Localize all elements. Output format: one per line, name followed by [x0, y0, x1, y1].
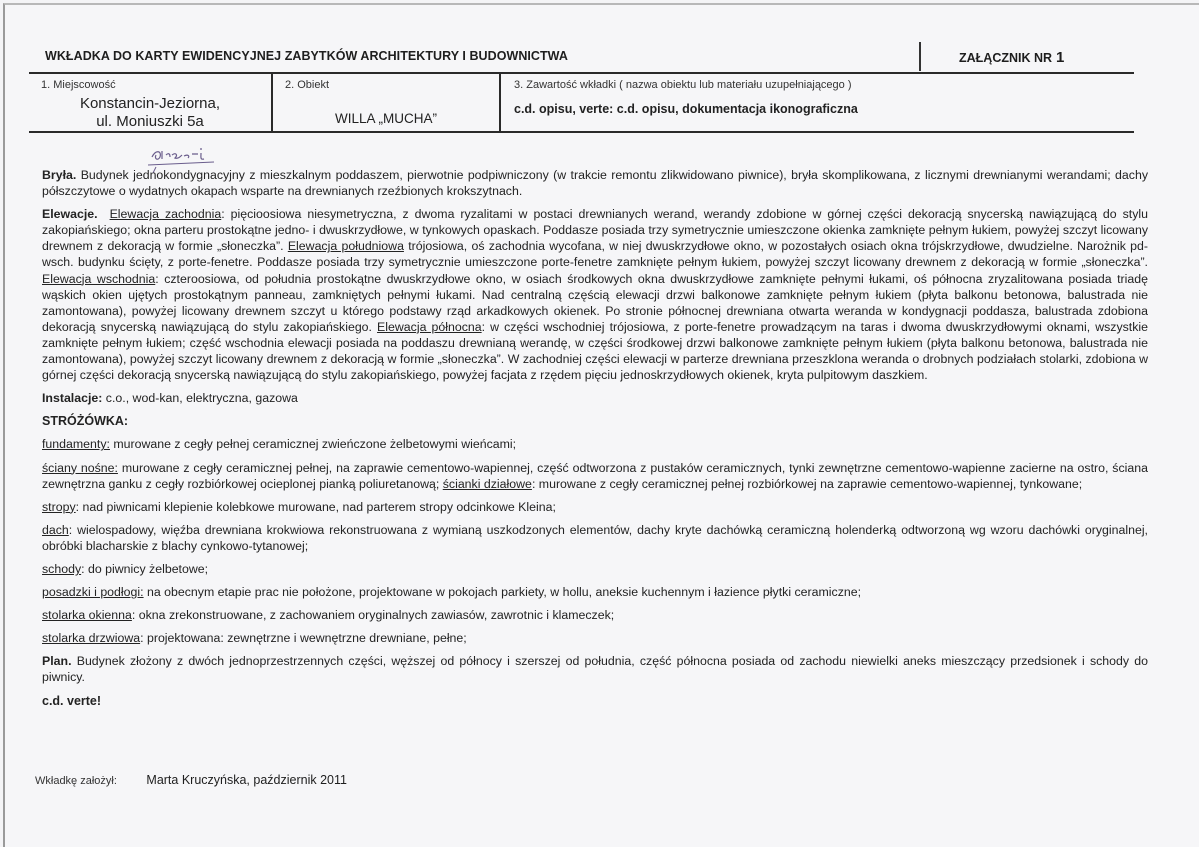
- item-text: : projektowana: zewnętrzne i wewnętrzne drewniane, pełne;: [140, 631, 467, 646]
- title-divider: [919, 42, 921, 71]
- item-label: fundamenty:: [42, 437, 110, 452]
- item-fundamenty: [42, 436, 1148, 452]
- object-cell: [271, 74, 499, 131]
- item-label: stolarka drzwiowa: [42, 631, 141, 646]
- west-elevation-label: Elewacja zachodnia: [109, 207, 222, 222]
- item-label: stropy: [42, 499, 76, 514]
- south-elevation-text: trójosiowa, oś zachodnia wycofana, w niej dwuskrzydłowe okno, w pozostałych osiach okna trójskrzydłowe, dwudzielne. Narożnik pd-wsch. budynku ścięty, z porte-fenetre. Poddasze posiada trzy symetrycznie umieszczone porte-fenetre zamknięte pełnym łukiem, powyżej szczyt licowany drewnem z dekoracją w formie „słoneczka”.: [42, 239, 1148, 270]
- item-label-secondary: ścianki działowe: [442, 476, 532, 491]
- section-plan: [42, 653, 1148, 685]
- item-label: schody: [42, 561, 82, 576]
- section-elewacje: [42, 206, 1148, 383]
- contents-cell: [499, 74, 1134, 131]
- item-label: dach: [42, 522, 69, 537]
- south-elevation-label: Elewacja południowa: [287, 239, 404, 254]
- item-text: : nad piwnicami klepienie kolebkowe murowane, nad parterem stropy odcinkowe Kleina;: [75, 499, 556, 514]
- item-label: ściany nośne:: [42, 460, 118, 475]
- elewacje-label: Elewacje.: [42, 207, 98, 222]
- locality-line1: Konstancin-Jeziorna,: [79, 95, 221, 112]
- title-row: [30, 45, 1133, 75]
- annex-number: 1: [1056, 49, 1065, 66]
- footer-author: Marta Kruczyńska, październik 2011: [146, 773, 347, 787]
- item-label: posadzki i podłogi:: [42, 585, 144, 600]
- contents-label: 3. Zawartość wkładki ( nazwa obiektu lub materiału uzupełniającego ): [514, 79, 852, 91]
- strozowka-heading: STRÓŻÓWKA:: [42, 414, 129, 429]
- object-value: WILLA „MUCHA”: [334, 111, 437, 126]
- item-stropy: [42, 499, 1148, 515]
- locality-label: 1. Miejscowość: [41, 79, 116, 91]
- item-text: : do piwnicy żelbetowe;: [81, 561, 209, 576]
- contents-value: c.d. opisu, verte: c.d. opisu, dokumentacja ikonograficzna: [514, 102, 858, 116]
- document-page: [3, 3, 1199, 847]
- item-text: na obecnym etapie prac nie położone, projektowane w pokojach parkiety, w hollu, aneksie kuchennym i łazience płytki ceramiczne;: [143, 585, 862, 600]
- item-label: stolarka okienna: [42, 608, 132, 623]
- bryla-label: Bryła.: [42, 168, 77, 182]
- object-label: 2. Obiekt: [285, 79, 330, 91]
- item-sciany-nosne: [42, 460, 1148, 492]
- item-posadzki: [42, 584, 1148, 600]
- item-schody: [42, 561, 1148, 577]
- item-text: : wielospadowy, więźba drewniana krokwiowa rekonstruowana z wymianą uszkodzonych elementów, dachy kryte dachówką ceramiczną holenderką odtworzoną wg wzoru dachówki oryginalnej, obróbki blacharskie z blachy cynkowo-tytanowej;: [42, 522, 1148, 553]
- section-bryla: [42, 167, 1148, 199]
- item-dach: [42, 522, 1148, 554]
- continued-note: c.d. verte!: [42, 693, 102, 708]
- plan-text: Budynek złożony z dwóch jednoprzestrzennych części, węższej od północy i szerszej od południa, część północna posiada od zachodu niewielki aneks mieszczący przedsionek i schody do piwnicy.: [42, 654, 1148, 685]
- item-text-secondary: : murowane z cegły ceramicznej pełnej rozbiórkowej na zaprawie cementowo-wapiennej, tynkowane;: [531, 476, 1083, 491]
- instalacje-text: c.o., wod-kan, elektryczna, gazowa: [102, 391, 298, 406]
- section-instalacje: [42, 390, 1148, 406]
- locality-cell: [29, 74, 271, 131]
- item-text: murowane z cegły pełnej ceramicznej zwieńczone żelbetowymi wieńcami;: [109, 437, 517, 452]
- west-elevation-text: : pięcioosiowa niesymetryczna, z dwoma ryzalitami w postaci drewnianych werand, werandy zdobione w górnej części dekoracją snycerską nawiązującą do stylu zakopiańskiego; okna parteru prostokątne jedno- i dwuskrzydłowe, w tynkowych opaskach. Poddasze posiada trzy symetrycznie umieszczone okienka zamknięte pełnym łukiem, powyżej szczyt licowany drewnem z dekoracją w formie „słoneczka”.: [42, 207, 1149, 254]
- plan-label: Plan.: [42, 654, 72, 669]
- annex-label: [959, 49, 1064, 66]
- east-elevation-text: : czteroosiowa, od południa prostokątne dwuskrzydłowe okno, w osiach środkowych okna dwuskrzydłowe zamknięte pełnymi łukami, oś północna zryzalitowana posiada triadę wąskich okien ujętych prostokątnym panneau, zamkniętych pełnymi łukami. Nad centralną częścią elewacji drzwi balkonowe zamknięte pełnym łukiem (płyta balkonu betonowa, balustrada nie zamontowana), powyżej licowany drewnem szczyt u którego podstawy rząd arkadkowych okienek. Po stronie północnej drewniana otwarta weranda w kondygnacji poddasza, balustrada zdobiona dekoracją snycerską nawiązującą do stylu zakopiańskiego.: [42, 271, 1148, 334]
- annex-label-text: ZAŁĄCZNIK NR: [959, 51, 1053, 65]
- document-body: [42, 167, 1148, 716]
- locality-value: [29, 95, 271, 131]
- north-elevation-text: : w części wschodniej trójosiowa, z porte-fenetre prowadzącym na taras i dwoma dwuskrzydłowymi oknami, wszystkie zamknięte pełnym łukiem; część wschodnia elewacji posiada na poddaszu drewnianą werandę, w części środkowej drzwi balkonowe zamknięte pełnym łukiem (płyta balkonu betonowa, balustrada nie zamontowana), powyżej szczyt licowany drewnem z dekoracją w formie „słoneczka”. W zachodniej części elewacji w parterze drewniana przeszklona weranda o drobnych podziałach stolarki, zdobiona w górnej części dekoracją snycerską nawiązującą do stylu zakopiańskiego, powyżej facjata z rzędem pięciu jednoskrzydłowych okienek, kryta pulpitowym daszkiem.: [42, 319, 1148, 383]
- east-elevation-label: Elewacja wschodnia: [42, 271, 156, 286]
- document-title: WKŁADKA DO KARTY EWIDENCYJNEJ ZABYTKÓW ARCHITEKTURY I BUDOWNICTWA: [45, 49, 568, 63]
- bryla-text: Budynek jednokondygnacyjny z mieszkalnym poddaszem, pierwotnie podpiwniczony (w trakcie remontu zlikwidowano piwnice), bryła skomplikowana, z licznymi drewnianymi werandami; dachy półszczytowe o wydatnych okapach wsparte na drewnianych rzeźbionych krokszytnach.: [42, 168, 1148, 199]
- footer-label: Wkładkę założył:: [35, 775, 117, 787]
- item-text: murowane z cegły ceramicznej pełnej, na zaprawie cementowo-wapiennej, część odtworzona z pustaków ceramicznych, tynki zewnętrzne cementowo-wapienne zacierne na ostro, ściana zewnętrzna ganku z cegły rozbiórkowej ocieplonej pianką poliuretanową;: [42, 460, 1148, 491]
- footer: [35, 773, 347, 787]
- item-stolarka-okienna: [42, 607, 1148, 623]
- item-stolarka-drzwiowa: [42, 630, 1148, 646]
- locality-line2: ul. Moniuszki 5a: [96, 113, 204, 130]
- instalacje-label: Instalacje:: [42, 391, 103, 406]
- header-fields-table: [29, 72, 1134, 133]
- item-text: : okna zrekonstruowane, z zachowaniem oryginalnych zawiasów, zawrotnic i klameczek;: [131, 608, 615, 623]
- north-elevation-label: Elewacja północna: [377, 319, 482, 334]
